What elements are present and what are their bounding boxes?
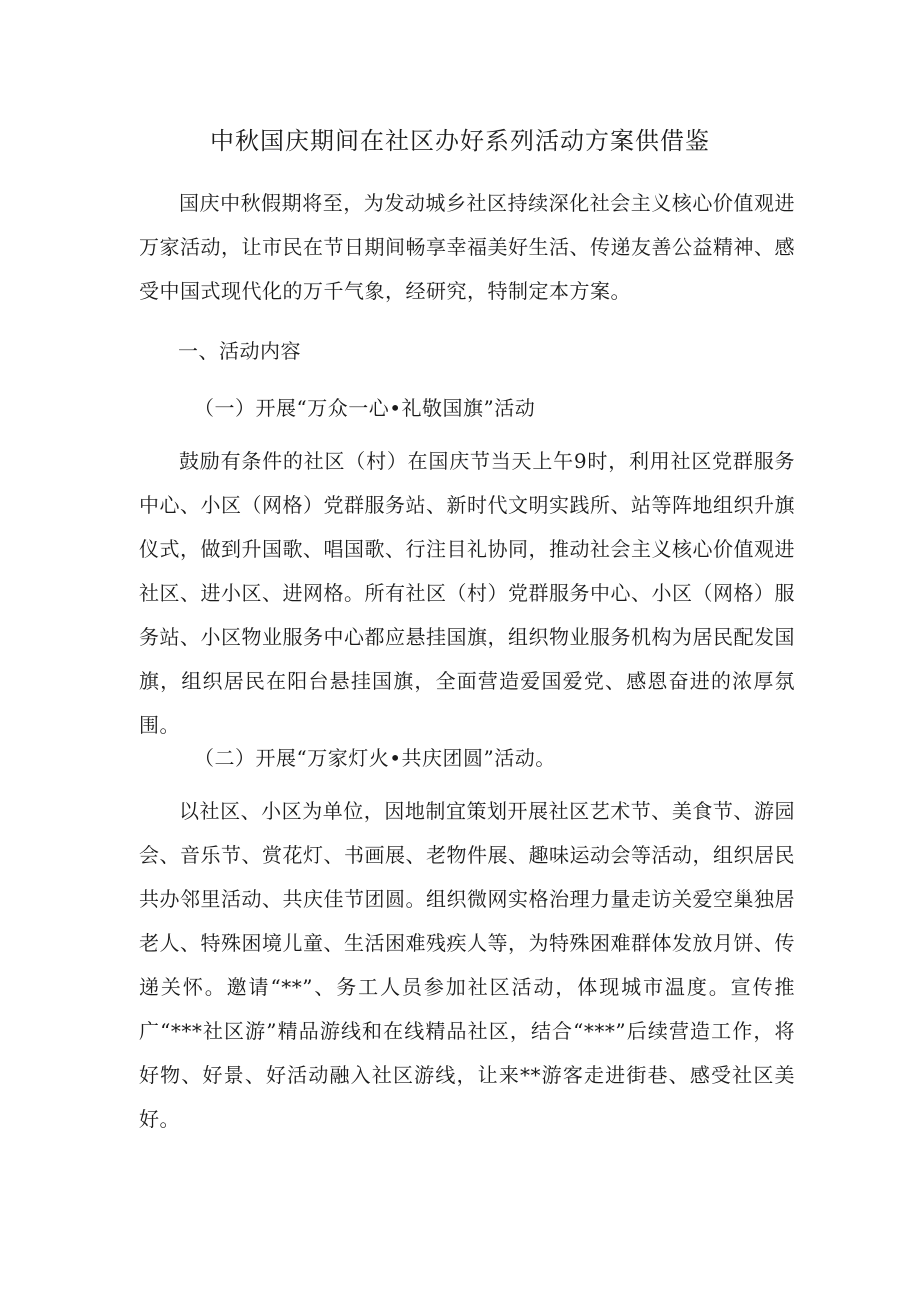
subsection-heading-flag-ceremony: （一）开展“万众一心•礼敬国旗”活动 — [194, 396, 536, 420]
subsection-heading-reunion-celebration: （二）开展“万家灯火•共庆团圆”活动。 — [194, 746, 556, 770]
document-title: 中秋国庆期间在社区办好系列活动方案供借鉴 — [210, 127, 710, 155]
section-heading-activity-content: 一、活动内容 — [178, 339, 301, 363]
reunion-celebration-paragraph: 以社区、小区为单位，因地制宜策划开展社区艺术节、美食节、游园会、音乐节、赏花灯、书画展、老物件展、趣味运动会等活动，组织居民共办邻里活动、共庆佳节团圆。组织微网实格治理力量走访关爱空巢独居老人、特殊困境儿童、生活困难残疾人等，为特殊困难群体发放月饼、传递关怀。邀请“**”、务工人员参加社区活动，体现城市温度。宣传推广“***社区游”精品游线和在线精品社区，结合“***”后续营造工作，将好物、好景、好活动融入社区游线，让来**游客走进街巷、感受社区美好。 — [139, 799, 795, 1131]
intro-paragraph: 国庆中秋假期将至，为发动城乡社区持续深化社会主义核心价值观进万家活动，让市民在节日期间畅享幸福美好生活、传递友善公益精神、感受中国式现代化的万千气象，经研究，特制定本方案。 — [139, 191, 795, 303]
flag-ceremony-paragraph: 鼓励有条件的社区（村）在国庆节当天上午9时，利用社区党群服务中心、小区（网格）党群服务站、新时代文明实践所、站等阵地组织升旗仪式，做到升国歌、唱国歌、行注目礼协同，推动社会主义核心价值观进社区、进小区、进网格。所有社区（村）党群服务中心、小区（网格）服务站、小区物业服务中心都应悬挂国旗，组织物业服务机构为居民配发国旗，组织居民在阳台悬挂国旗，全面营造爱国爱党、感恩奋进的浓厚氛围。 — [139, 449, 795, 737]
